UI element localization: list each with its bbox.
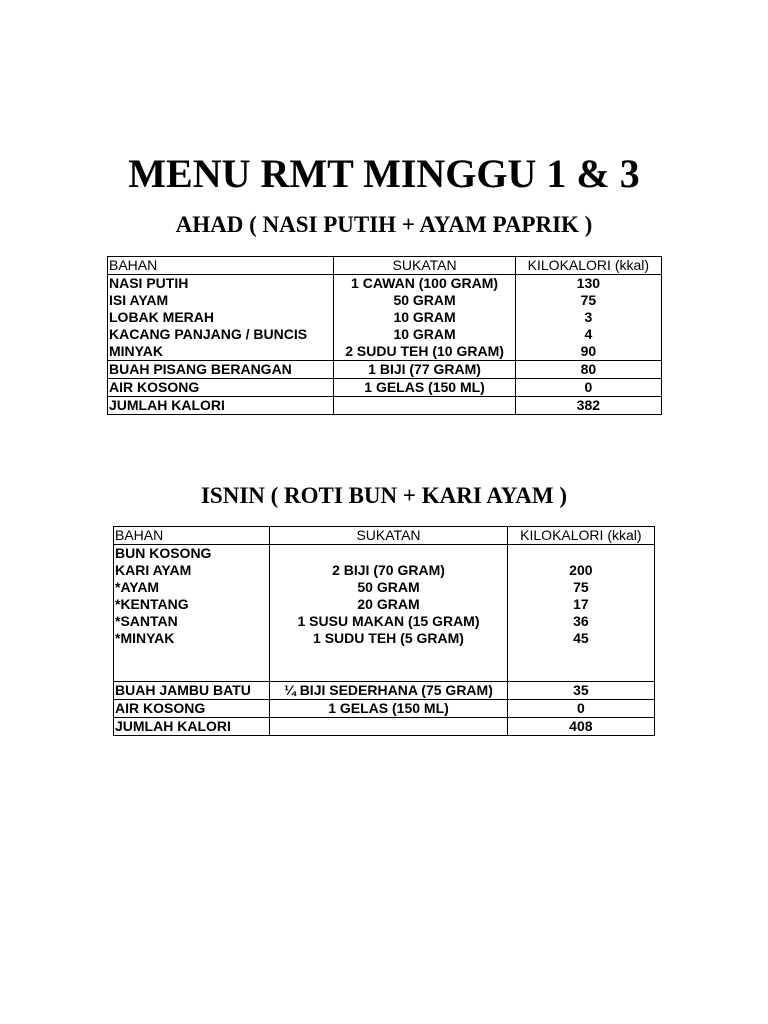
- measure: 10 GRAM: [393, 326, 456, 342]
- kalori-cell: 408: [507, 718, 654, 736]
- table-header-row: [114, 527, 655, 545]
- spacer: [271, 545, 505, 562]
- measure: 50 GRAM: [393, 292, 456, 308]
- calorie: 4: [584, 326, 593, 342]
- ingredient: BUN KOSONG: [115, 545, 212, 561]
- kalori-cell: [515, 275, 661, 361]
- bahan-cell: [114, 545, 270, 682]
- calorie: 130: [576, 275, 601, 291]
- table-row-total: [114, 718, 655, 736]
- ahad-subtitle: AHAD ( NASI PUTIH + AYAM PAPRIK ): [175, 212, 593, 237]
- bahan-cell: [108, 275, 334, 361]
- measure: 1 SUSU MAKAN (15 GRAM): [297, 613, 480, 629]
- calorie: 17: [573, 596, 589, 612]
- kalori-cell: 35: [507, 682, 654, 700]
- calorie: 45: [573, 630, 589, 646]
- measure: 20 GRAM: [357, 596, 420, 612]
- ahad-menu-table: [107, 256, 662, 415]
- ingredient: *AYAM: [115, 579, 160, 595]
- ingredient: *KENTANG: [115, 596, 189, 612]
- isnin-subtitle: ISNIN ( ROTI BUN + KARI AYAM ): [200, 483, 568, 508]
- measure: 10 GRAM: [393, 309, 456, 325]
- table-header-row: [108, 257, 662, 275]
- measure: 50 GRAM: [357, 579, 420, 595]
- header-bahan: BAHAN: [108, 257, 334, 275]
- ingredient: *MINYAK: [115, 630, 175, 646]
- bahan-cell: JUMLAH KALORI: [114, 718, 270, 736]
- kalori-cell: [507, 545, 654, 682]
- sukatan-cell: 1 GELAS (150 ML): [334, 379, 515, 397]
- calorie: 75: [573, 579, 589, 595]
- table-row: [114, 682, 655, 700]
- ingredient: KACANG PANJANG / BUNCIS: [109, 326, 308, 342]
- header-sukatan: SUKATAN: [334, 257, 515, 275]
- ingredient: NASI PUTIH: [109, 275, 189, 291]
- bahan-cell: BUAH JAMBU BATU: [114, 682, 270, 700]
- calorie: 36: [573, 613, 589, 629]
- measure: 1 SUDU TEH (5 GRAM): [313, 630, 464, 646]
- bahan-cell: JUMLAH KALORI: [108, 397, 334, 415]
- calorie: 3: [584, 309, 593, 325]
- bahan-cell: AIR KOSONG: [108, 379, 334, 397]
- sukatan-cell: 1 BIJI (77 GRAM): [334, 361, 515, 379]
- spacer: [509, 545, 653, 562]
- header-sukatan: SUKATAN: [270, 527, 507, 545]
- sukatan-cell: ¼ BIJI SEDERHANA (75 GRAM): [270, 682, 507, 700]
- measure: 2 BIJI (70 GRAM): [332, 562, 445, 578]
- sukatan-cell: [334, 275, 515, 361]
- ingredient: ISI AYAM: [109, 292, 169, 308]
- sukatan-cell: [270, 545, 507, 682]
- ingredient: MINYAK: [109, 343, 163, 359]
- bahan-cell: BUAH PISANG BERANGAN: [108, 361, 334, 379]
- table-row-total: [108, 397, 662, 415]
- table-row: [108, 379, 662, 397]
- sukatan-cell: [270, 718, 507, 736]
- sukatan-cell: 1 GELAS (150 ML): [270, 700, 507, 718]
- table-row: [114, 545, 655, 682]
- measure: 1 CAWAN (100 GRAM): [351, 275, 499, 291]
- ingredient: LOBAK MERAH: [109, 309, 214, 325]
- ingredient: *SANTAN: [115, 613, 178, 629]
- header-bahan: BAHAN: [114, 527, 270, 545]
- isnin-menu-table: [113, 526, 655, 736]
- page-title: MENU RMT MINGGU 1 & 3: [128, 151, 640, 196]
- kalori-cell: 0: [515, 379, 661, 397]
- calorie: 90: [580, 343, 597, 359]
- table-row: [108, 361, 662, 379]
- kalori-cell: 80: [515, 361, 661, 379]
- ingredient: KARI AYAM: [115, 562, 192, 578]
- table-row: [114, 700, 655, 718]
- kalori-cell: 0: [507, 700, 654, 718]
- bahan-cell: AIR KOSONG: [114, 700, 270, 718]
- header-kilokalori: KILOKALORI (kkal): [515, 257, 661, 275]
- table-row: [108, 275, 662, 361]
- calorie: 75: [580, 292, 597, 308]
- header-kilokalori: KILOKALORI (kkal): [507, 527, 654, 545]
- measure: 2 SUDU TEH (10 GRAM): [345, 343, 504, 359]
- kalori-cell: 382: [515, 397, 661, 415]
- sukatan-cell: [334, 397, 515, 415]
- calorie: 200: [569, 562, 593, 578]
